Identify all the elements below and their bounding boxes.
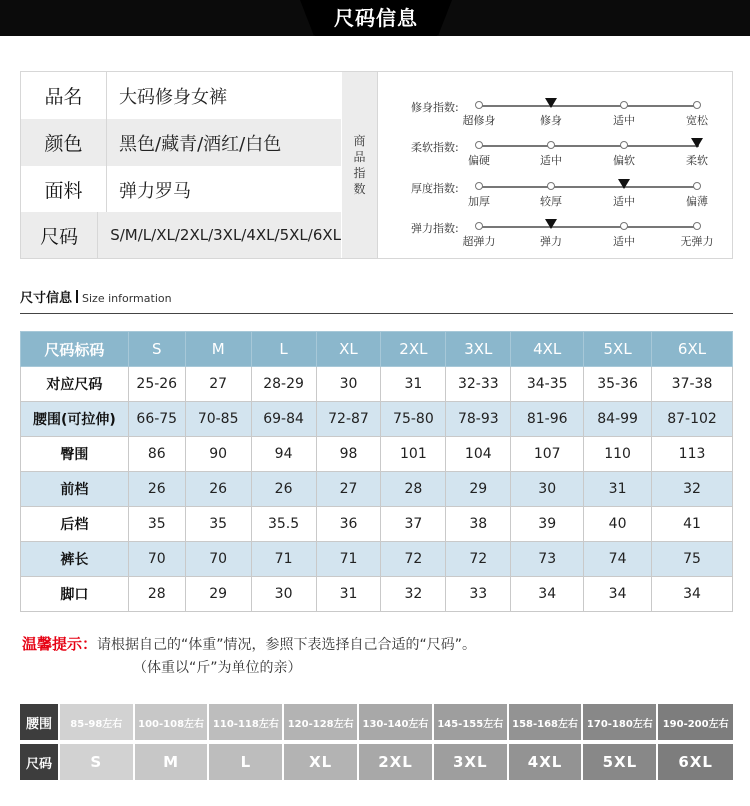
- scale-tick-label: 适中: [613, 235, 635, 248]
- scale-tick-label: 偏软: [613, 154, 635, 167]
- index-scale-row: [379, 86, 732, 126]
- scale-selected-marker: [618, 179, 630, 189]
- table-cell: 72: [446, 542, 511, 577]
- table-row: [21, 367, 733, 402]
- product-label: 品名: [21, 72, 107, 119]
- header-cell: S: [128, 332, 185, 367]
- table-cell: 31: [381, 367, 446, 402]
- table-cell: 27: [185, 367, 251, 402]
- scale-tick-label: 适中: [540, 154, 562, 167]
- header-cell: L: [251, 332, 316, 367]
- table-cell: 28-29: [251, 367, 316, 402]
- table-cell: 28: [381, 472, 446, 507]
- scale-line: [479, 145, 699, 147]
- size-cell: L: [209, 744, 284, 780]
- table-cell: 26: [251, 472, 316, 507]
- table-cell: 72-87: [316, 402, 381, 437]
- scale-tick-label: 超弹力: [462, 235, 496, 248]
- size-table-header: [21, 332, 733, 367]
- product-label: 尺码: [21, 212, 98, 258]
- table-cell: 28: [128, 577, 185, 612]
- index-char: 数: [353, 182, 366, 196]
- scale-selected-marker: [691, 138, 703, 148]
- scale-dot: [475, 141, 483, 149]
- tips-label: 温馨提示：: [22, 635, 98, 653]
- table-cell: 34: [652, 577, 733, 612]
- scale-tick-label: 偏硬: [468, 154, 490, 167]
- table-cell: 86: [128, 437, 185, 472]
- scale-name: 修身指数:: [411, 101, 459, 114]
- table-cell: 94: [251, 437, 316, 472]
- header-cell: 3XL: [446, 332, 511, 367]
- table-cell: 107: [511, 437, 584, 472]
- size-section-title: [20, 287, 172, 306]
- size-cell: 6XL: [658, 744, 733, 780]
- header-cell: 4XL: [511, 332, 584, 367]
- scale-name: 柔软指数:: [411, 141, 459, 154]
- scale-dot: [693, 222, 701, 230]
- scale-tick-label: 修身: [540, 114, 562, 127]
- scale-line: [479, 105, 699, 107]
- scale-line: [479, 186, 699, 188]
- index-scale-row: [379, 126, 732, 166]
- product-value: 大码修身女裤: [119, 86, 227, 108]
- weight-cell: 158-168左右: [509, 704, 584, 740]
- scale-dot: [547, 141, 555, 149]
- scale-name: 弹力指数:: [411, 222, 459, 235]
- product-row-fabric: [21, 166, 341, 213]
- header-cell: 5XL: [584, 332, 652, 367]
- table-cell: 101: [381, 437, 446, 472]
- table-cell: 32: [652, 472, 733, 507]
- table-cell: 41: [652, 507, 733, 542]
- weight-cell: 190-200左右: [658, 704, 733, 740]
- table-cell: 30: [316, 367, 381, 402]
- table-cell: 66-75: [128, 402, 185, 437]
- size-cell: 5XL: [583, 744, 658, 780]
- scale-dot: [547, 182, 555, 190]
- scale-tick-label: 较厚: [540, 195, 562, 208]
- table-cell: 74: [584, 542, 652, 577]
- table-cell: 36: [316, 507, 381, 542]
- table-row: [21, 542, 733, 577]
- weight-cell: 170-180左右: [583, 704, 658, 740]
- table-cell: 37: [381, 507, 446, 542]
- size-cell: M: [135, 744, 210, 780]
- header-cell: 2XL: [381, 332, 446, 367]
- scale-tick-label: 适中: [613, 195, 635, 208]
- scale-dot: [693, 101, 701, 109]
- table-cell: 98: [316, 437, 381, 472]
- table-cell: 69-84: [251, 402, 316, 437]
- table-cell: 84-99: [584, 402, 652, 437]
- scale-tick-label: 超修身: [462, 114, 496, 127]
- weight-size-table: [20, 704, 733, 781]
- section-divider: [20, 313, 733, 314]
- table-cell: 81-96: [511, 402, 584, 437]
- product-info-panel: [20, 71, 733, 259]
- size-cell: S: [60, 744, 135, 780]
- row-label: 脚口: [21, 577, 129, 612]
- table-cell: 30: [251, 577, 316, 612]
- table-cell: 29: [185, 577, 251, 612]
- table-cell: 31: [584, 472, 652, 507]
- table-cell: 29: [446, 472, 511, 507]
- index-char: 指: [353, 166, 366, 180]
- size-row: [20, 744, 733, 780]
- table-cell: 34: [511, 577, 584, 612]
- banner-title: 尺码信息: [314, 0, 438, 36]
- scale-dot: [475, 101, 483, 109]
- scale-dot: [620, 222, 628, 230]
- table-cell: 33: [446, 577, 511, 612]
- table-cell: 37-38: [652, 367, 733, 402]
- table-cell: 71: [251, 542, 316, 577]
- table-cell: 40: [584, 507, 652, 542]
- tips-text: 请根据自己的“体重”情况，参照下表选择自己合适的“尺码”。: [97, 637, 477, 653]
- weight-cell: 100-108左右: [135, 704, 210, 740]
- scale-dot: [620, 101, 628, 109]
- scale-dot: [475, 222, 483, 230]
- row-label: 前档: [21, 472, 129, 507]
- index-scales: [379, 72, 732, 258]
- table-row: [21, 402, 733, 437]
- table-cell: 34-35: [511, 367, 584, 402]
- index-scale-row: [379, 207, 732, 247]
- row-label: 后档: [21, 507, 129, 542]
- product-row-size: [21, 212, 341, 258]
- header-cell: M: [185, 332, 251, 367]
- size-cell: XL: [284, 744, 359, 780]
- product-label: 面料: [21, 166, 107, 213]
- product-value: S/M/L/XL/2XL/3XL/4XL/5XL/6XL: [110, 226, 341, 244]
- table-cell: 71: [316, 542, 381, 577]
- row-label: 裤长: [21, 542, 129, 577]
- table-cell: 26: [185, 472, 251, 507]
- table-cell: 75-80: [381, 402, 446, 437]
- table-cell: 90: [185, 437, 251, 472]
- weight-cell: 110-118左右: [209, 704, 284, 740]
- table-cell: 70: [185, 542, 251, 577]
- table-cell: 72: [381, 542, 446, 577]
- table-cell: 87-102: [652, 402, 733, 437]
- size-title: 尺寸信息: [20, 291, 73, 306]
- index-char: 品: [353, 150, 366, 164]
- table-cell: 78-93: [446, 402, 511, 437]
- table-cell: 31: [316, 577, 381, 612]
- table-cell: 35-36: [584, 367, 652, 402]
- tips-line-2: （体重以“斤”为单位的亲）: [133, 660, 302, 676]
- scale-line: [479, 226, 699, 228]
- weight-cell: 85-98左右: [60, 704, 135, 740]
- scale-dot: [620, 141, 628, 149]
- size-cell: 4XL: [509, 744, 584, 780]
- row-label: 对应尺码: [21, 367, 129, 402]
- index-scale-row: [379, 167, 732, 207]
- table-cell: 38: [446, 507, 511, 542]
- weight-cell: 130-140左右: [359, 704, 434, 740]
- scale-name: 厚度指数:: [411, 182, 459, 195]
- size-row-label: 尺码: [20, 744, 60, 780]
- product-row-name: [21, 72, 341, 119]
- weight-row-label: 腰围: [20, 704, 60, 740]
- header-cell: XL: [316, 332, 381, 367]
- scale-tick-label: 加厚: [468, 195, 490, 208]
- table-row: [21, 472, 733, 507]
- table-cell: 73: [511, 542, 584, 577]
- table-cell: 70-85: [185, 402, 251, 437]
- scale-tick-label: 宽松: [686, 114, 708, 127]
- table-cell: 35: [185, 507, 251, 542]
- size-table: [20, 331, 733, 612]
- table-row: [21, 507, 733, 542]
- row-label: 臀围: [21, 437, 129, 472]
- table-row: [21, 437, 733, 472]
- table-cell: 39: [511, 507, 584, 542]
- size-cell: 2XL: [359, 744, 434, 780]
- product-value: 黑色/藏青/酒红/白色: [119, 133, 282, 155]
- scale-tick-label: 无弹力: [680, 235, 714, 248]
- table-cell: 35: [128, 507, 185, 542]
- weight-row: [20, 704, 733, 740]
- weight-cell: 120-128左右: [284, 704, 359, 740]
- table-row: [21, 577, 733, 612]
- header-banner: [0, 0, 750, 36]
- table-cell: 75: [652, 542, 733, 577]
- product-value: 弹力罗马: [119, 180, 191, 202]
- table-cell: 30: [511, 472, 584, 507]
- header-cell: 6XL: [652, 332, 733, 367]
- table-cell: 70: [128, 542, 185, 577]
- table-cell: 35.5: [251, 507, 316, 542]
- scale-tick-label: 柔软: [686, 154, 708, 167]
- header-cell: 尺码标码: [21, 332, 129, 367]
- table-cell: 32: [381, 577, 446, 612]
- product-index-label: [342, 72, 378, 258]
- weight-cell: 145-155左右: [434, 704, 509, 740]
- table-cell: 25-26: [128, 367, 185, 402]
- scale-tick-label: 弹力: [540, 235, 562, 248]
- scale-selected-marker: [545, 98, 557, 108]
- row-label: 腰围(可拉伸): [21, 402, 129, 437]
- scale-dot: [693, 182, 701, 190]
- scale-tick-label: 适中: [613, 114, 635, 127]
- scale-tick-label: 偏薄: [686, 195, 708, 208]
- tips-line-1: [22, 633, 476, 654]
- table-cell: 110: [584, 437, 652, 472]
- table-cell: 26: [128, 472, 185, 507]
- table-cell: 104: [446, 437, 511, 472]
- size-cell: 3XL: [434, 744, 509, 780]
- table-cell: 34: [584, 577, 652, 612]
- product-row-color: [21, 119, 341, 166]
- index-char: 商: [353, 134, 366, 148]
- scale-selected-marker: [545, 219, 557, 229]
- product-label: 颜色: [21, 119, 107, 166]
- table-cell: 32-33: [446, 367, 511, 402]
- scale-dot: [475, 182, 483, 190]
- table-cell: 27: [316, 472, 381, 507]
- size-subtitle: Size information: [82, 292, 172, 305]
- table-cell: 113: [652, 437, 733, 472]
